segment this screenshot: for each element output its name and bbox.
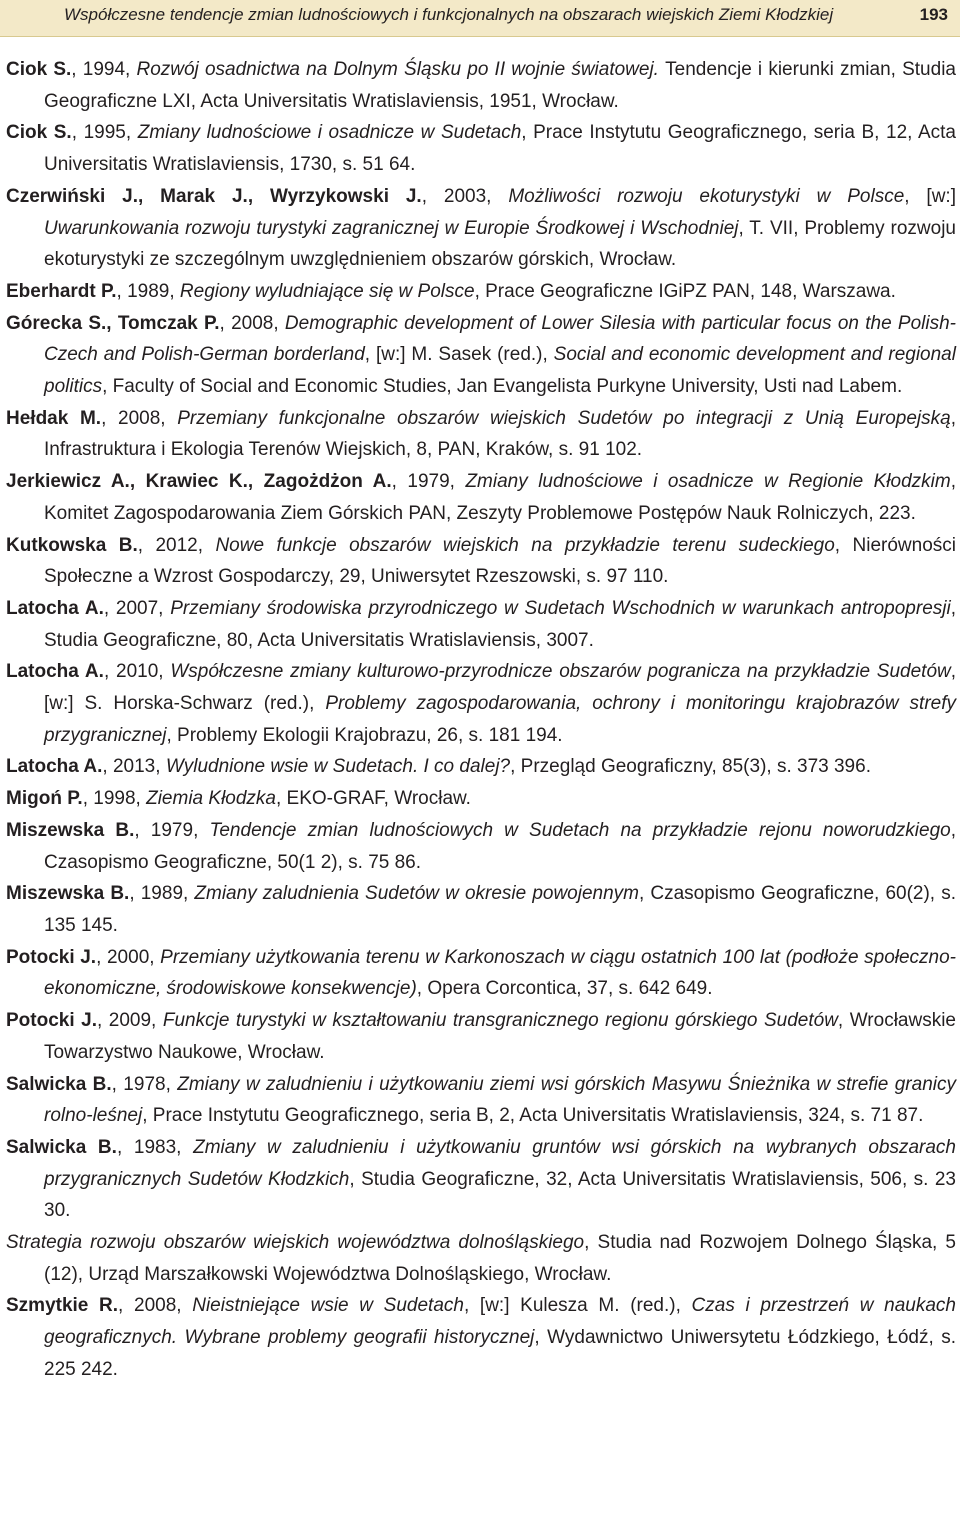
reference-title: Możliwości rozwoju ekoturystyki w Polsce bbox=[508, 185, 905, 207]
reference-entry: Szmytkie R., 2008, Nieistniejące wsie w Sudetach, [w:] Kulesza M. (red.), Czas i przestrzeń w naukach geograficznych. Wybrane problemy geografii historycznej, Wydawnictwo Uniwersytetu Łódzkiego, Łódź, s. 225 242. bbox=[6, 1295, 957, 1380]
reference-author: Latocha A. bbox=[6, 597, 104, 619]
reference-list bbox=[0, 54, 960, 1386]
reference-author: Ciok S. bbox=[6, 59, 72, 80]
reference-title-2: Czas i przestrzeń w naukach geograficznych. Wybrane problemy geografii historycznej bbox=[44, 1295, 956, 1349]
reference-entry: Salwicka B., 1978, Zmiany w zaludnieniu i użytkowaniu ziemi wsi górskich Masywu Śnieżnika w strefie granicy rolno-leśnej, Prace Instytutu Geograficznego, seria B, 2, Acta Universitatis Wratislaviensis, 324, s. 71 87. bbox=[6, 1073, 956, 1127]
reference-entry: Hełdak M., 2008, Przemiany funkcjonalne obszarów wiejskich Sudetów po integracji z Unią Europejską, Infrastruktura i Ekologia Terenów Wiejskich, 8, PAN, Kraków, s. 91 102. bbox=[6, 407, 956, 461]
running-header bbox=[0, 0, 960, 37]
reference-entry: Miszewska B., 1979, Tendencje zmian ludnościowych w Sudetach na przykładzie rejonu noworudzkiego, Czasopismo Geograficzne, 50(1 2), s. 75 86. bbox=[6, 819, 956, 873]
reference-entry: Jerkiewicz A., Krawiec K., Zagożdżon A., 1979, Zmiany ludnościowe i osadnicze w Regionie Kłodzkim, Komitet Zagospodarowania Ziem Górskich PAN, Zeszyty Problemowe Postępów Nauk Rolniczych, 223. bbox=[6, 471, 956, 524]
reference-author: Salwicka B. bbox=[6, 1136, 117, 1158]
reference-entry: Latocha A., 2007, Przemiany środowiska przyrodniczego w Sudetach Wschodnich w warunkach antropopresji, Studia Geograficzne, 80, Acta Universitatis Wratislaviensis, 3007. bbox=[6, 597, 956, 651]
reference-entry: Kutkowska B., 2012, Nowe funkcje obszarów wiejskich na przykładzie terenu sudeckiego, Nierówności Społeczne a Wzrost Gospodarczy, 29, Uniwersytet Rzeszowski, s. 97 110. bbox=[6, 534, 956, 588]
reference-entry: Latocha A., 2010, Współczesne zmiany kulturowo-przyrodnicze obszarów pogranicza na przykładzie Sudetów, [w:] S. Horska-Schwarz (red.), Problemy zagospodarowania, ochrony i monitoringu krajobrazów strefy przygranicznej, Problemy Ekologii Krajobrazu, 26, s. 181 194. bbox=[6, 661, 957, 746]
reference-author: Miszewska B. bbox=[6, 819, 135, 841]
running-header-title: Współczesne tendencje zmian ludnościowych i funkcjonalnych na obszarach wiejskich Ziemi Kłodzkiej bbox=[64, 5, 834, 24]
reference-title: Przemiany środowiska przyrodniczego w Sudetach Wschodnich w warunkach antropopresji bbox=[170, 597, 951, 619]
reference-entry: Ciok S., 1995, Zmiany ludnościowe i osadnicze w Sudetach, Prace Instytutu Geograficznego, seria B, 12, Acta Universitatis Wratislaviensis, 1730, s. 51 64. bbox=[6, 122, 957, 176]
reference-entry: Migoń P., 1998, Ziemia Kłodzka, EKO-GRAF, Wrocław. bbox=[6, 788, 471, 810]
reference-entry: Górecka S., Tomczak P., 2008, Demographic development of Lower Silesia with particular focus on the Polish-Czech and Polish-German borderland, [w:] M. Sasek (red.), Social and economic development and regional politics, Faculty of Social and Economic Studies, Jan Evangelista Purkyne University, Usti nad Labem. bbox=[6, 312, 956, 398]
reference-title: Demographic development of Lower Silesia with particular focus on the Polish-Czech and Polish-German borderland bbox=[44, 312, 956, 366]
reference-title: Ziemia Kłodzka bbox=[146, 788, 276, 810]
reference-entry: Czerwiński J., Marak J., Wyrzykowski J., 2003, Możliwości rozwoju ekoturystyki w Polsce, [w:] Uwarunkowania rozwoju turystyki zagranicznej w Europie Środkowej i Wschodniej, T. VII, Problemy rozwoju ekoturystyki ze szczególnym uwzględnieniem obszarów górskich, Wrocław. bbox=[6, 185, 956, 271]
reference-entry: Potocki J., 2000, Przemiany użytkowania terenu w Karkonoszach w ciągu ostatnich 100 lat (podłoże społeczno-ekonomiczne, środowiskowe konsekwencje), Opera Corcontica, 37, s. 642 649. bbox=[6, 946, 957, 1000]
reference-title: Strategia rozwoju obszarów wiejskich województwa dolnośląskiego bbox=[6, 1232, 585, 1254]
reference-title: Tendencje zmian ludnościowych w Sudetach na przykładzie rejonu noworudzkiego bbox=[209, 819, 951, 841]
reference-entry: Ciok S., 1994, Rozwój osadnictwa na Dolnym Śląsku po II wojnie światowej. Tendencje i kierunki zmian, Studia Geograficzne LXI, Acta Universitatis Wratislaviensis, 1951, Wrocław. bbox=[6, 59, 956, 112]
reference-entry: Strategia rozwoju obszarów wiejskich województwa dolnośląskiego, Studia nad Rozwojem Dolnego Śląska, 5 (12), Urząd Marszałkowski Województwa Dolnośląskiego, Wrocław. bbox=[6, 1232, 956, 1285]
reference-entry: Latocha A., 2013, Wyludnione wsie w Sudetach. I co dalej?, Przegląd Geograficzny, 85(3), s. 373 396. bbox=[6, 756, 871, 778]
reference-title: Funkcje turystyki w kształtowaniu transgranicznego regionu górskiego Sudetów bbox=[162, 1010, 838, 1032]
reference-author: Migoń P. bbox=[6, 788, 83, 810]
reference-title: Zmiany ludnościowe i osadnicze w Sudetach bbox=[137, 122, 522, 144]
reference-title: Przemiany funkcjonalne obszarów wiejskich Sudetów po integracji z Unią Europejską bbox=[177, 407, 951, 429]
reference-title-2: Social and economic development and regional politics bbox=[44, 344, 956, 398]
reference-author: Latocha A. bbox=[6, 661, 104, 683]
reference-title: Nowe funkcje obszarów wiejskich na przykładzie terenu sudeckiego bbox=[215, 534, 835, 556]
reference-title: Regiony wyludniające się w Polsce bbox=[179, 280, 475, 302]
reference-author: Miszewska B. bbox=[6, 883, 130, 905]
reference-title: Rozwój osadnictwa na Dolnym Śląsku po II wojnie światowej. bbox=[136, 59, 666, 80]
reference-entry: Salwicka B., 1983, Zmiany w zaludnieniu i użytkowaniu gruntów wsi górskich na wybranych obszarach przygranicznych Sudetów Kłodzkich, Studia Geograficzne, 32, Acta Universitatis Wratislaviensis, 506, s. 23 30. bbox=[6, 1136, 957, 1222]
reference-title: Przemiany użytkowania terenu w Karkonoszach w ciągu ostatnich 100 lat (podłoże społeczno-ekonomiczne, środowiskowe konsekwencje) bbox=[44, 946, 957, 1000]
reference-author: Latocha A. bbox=[6, 756, 103, 778]
reference-author: Kutkowska B. bbox=[6, 534, 138, 556]
reference-author: Ciok S. bbox=[6, 122, 72, 144]
reference-author: Szmytkie R. bbox=[6, 1295, 119, 1317]
reference-author: Eberhardt P. bbox=[6, 280, 117, 302]
reference-author: Salwicka B. bbox=[6, 1073, 112, 1095]
reference-entry: Eberhardt P., 1989, Regiony wyludniające się w Polsce, Prace Geograficzne IGiPZ PAN, 148, Warszawa. bbox=[6, 280, 896, 302]
reference-title: Zmiany ludnościowe i osadnicze w Regionie Kłodzkim bbox=[465, 471, 951, 493]
page-number: 193 bbox=[919, 5, 948, 24]
reference-author: Potocki J. bbox=[6, 946, 97, 968]
reference-author: Czerwiński J., Marak J., Wyrzykowski J. bbox=[6, 185, 422, 207]
reference-title: Współczesne zmiany kulturowo-przyrodnicze obszarów pogranicza na przykładzie Sudetów bbox=[170, 661, 951, 683]
reference-author: Potocki J. bbox=[6, 1010, 97, 1032]
reference-author: Hełdak M. bbox=[6, 407, 102, 429]
reference-title: Zmiany w zaludnieniu i użytkowaniu ziemi wsi górskich Masywu Śnieżnika w strefie granicy rolno-leśnej bbox=[44, 1073, 956, 1127]
reference-title: Zmiany w zaludnieniu i użytkowaniu gruntów wsi górskich na wybranych obszarach przygranicznych Sudetów Kłodzkich bbox=[44, 1136, 956, 1190]
reference-entry: Miszewska B., 1989, Zmiany zaludnienia Sudetów w okresie powojennym, Czasopismo Geograficzne, 60(2), s. 135 145. bbox=[6, 883, 956, 936]
reference-title-2: Uwarunkowania rozwoju turystyki zagranicznej w Europie Środkowej i Wschodniej bbox=[44, 217, 739, 239]
reference-title-2: Problemy zagospodarowania, ochrony i monitoringu krajobrazów strefy przygranicznej bbox=[44, 693, 956, 746]
reference-title: Wyludnione wsie w Sudetach. I co dalej? bbox=[165, 756, 511, 778]
reference-title: Zmiany zaludnienia Sudetów w okresie powojennym bbox=[194, 883, 639, 905]
reference-author: Górecka S., Tomczak P. bbox=[6, 312, 220, 334]
reference-title: Nieistniejące wsie w Sudetach bbox=[192, 1295, 464, 1317]
reference-entry: Potocki J., 2009, Funkcje turystyki w kształtowaniu transgranicznego regionu górskiego Sudetów, Wrocławskie Towarzystwo Naukowe, Wrocław. bbox=[6, 1010, 956, 1063]
reference-author: Jerkiewicz A., Krawiec K., Zagożdżon A. bbox=[6, 471, 392, 493]
